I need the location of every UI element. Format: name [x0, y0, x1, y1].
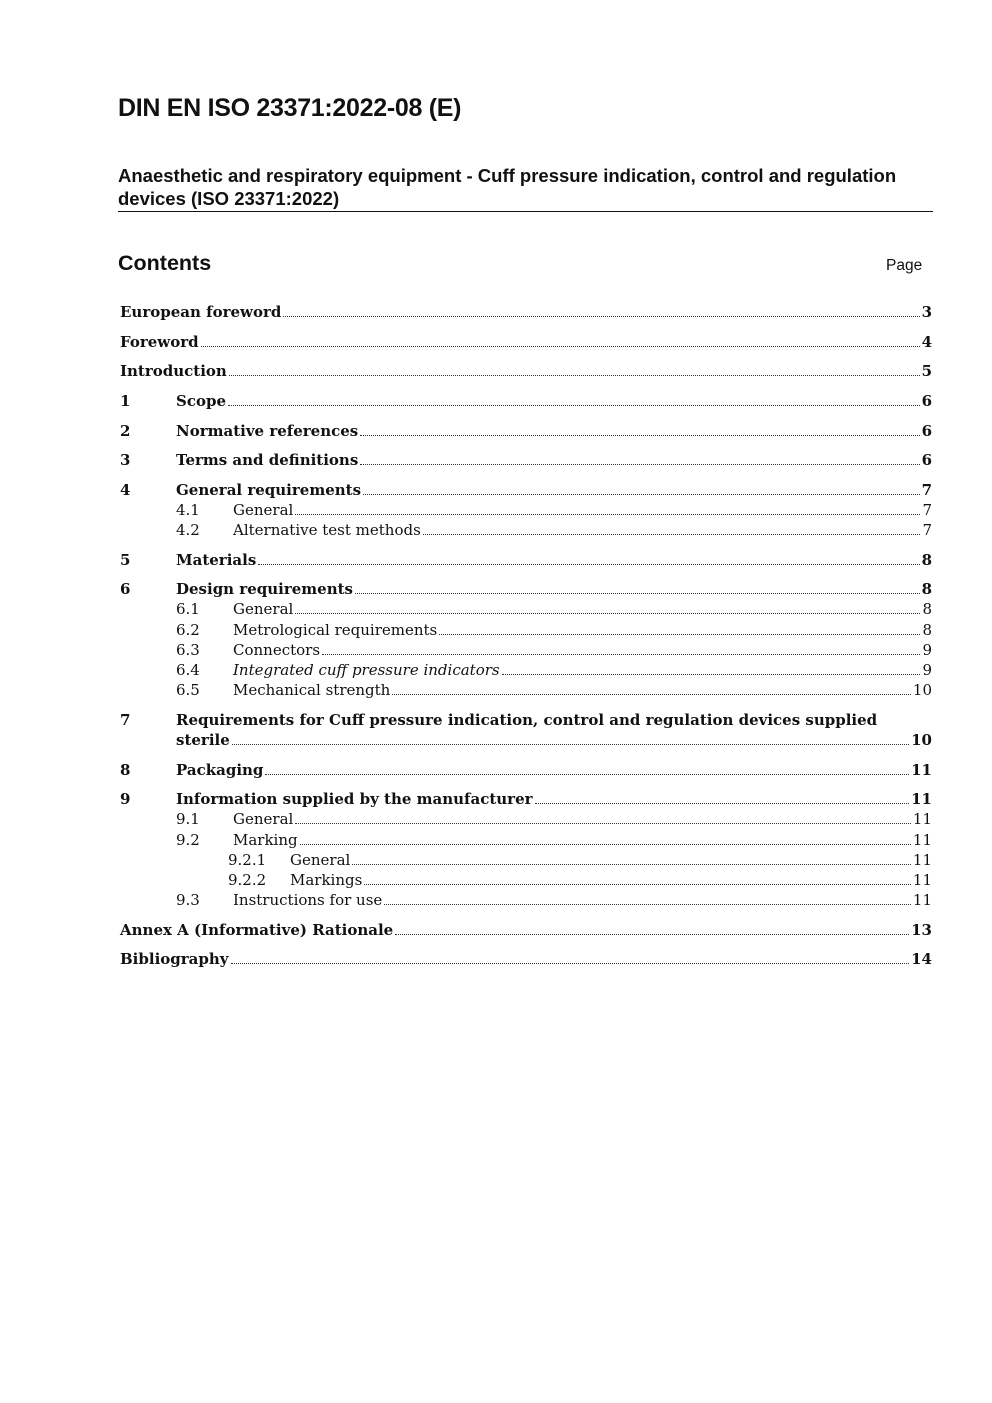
- dot-leader: [439, 634, 920, 635]
- dot-leader: [232, 744, 909, 745]
- dot-leader: [360, 464, 919, 465]
- toc-number: 9.2.1: [228, 851, 267, 869]
- toc-entry-9-2-marking[interactable]: [120, 830, 932, 850]
- toc-entry-4-general-requirements[interactable]: [120, 480, 932, 500]
- dot-leader: [322, 654, 920, 655]
- toc-title: Markings: [290, 871, 363, 889]
- dot-leader: [229, 375, 920, 376]
- toc-page: 11: [912, 810, 932, 828]
- toc-number: 4.2: [176, 521, 200, 539]
- document-id: DIN EN ISO 23371:2022-08 (E): [118, 94, 462, 122]
- toc-number: 6.1: [176, 600, 200, 618]
- toc-title: Alternative test methods: [233, 521, 421, 539]
- toc-number: 9.3: [176, 891, 200, 909]
- toc-page: 10: [911, 731, 932, 749]
- toc-title: Foreword: [120, 333, 199, 351]
- toc-number: 3: [120, 451, 131, 469]
- dot-leader: [352, 864, 911, 865]
- contents-heading: Contents: [118, 251, 212, 275]
- toc-page: 11: [912, 851, 932, 869]
- toc-entry-annex-a[interactable]: [120, 920, 932, 940]
- toc-number: 5: [120, 551, 131, 569]
- dot-leader: [295, 613, 920, 614]
- toc-entry-6-1-general[interactable]: [120, 599, 932, 619]
- toc-entry-6-design-requirements[interactable]: [120, 579, 932, 599]
- dot-leader: [258, 564, 919, 565]
- page-column-label: Page: [886, 257, 923, 274]
- toc-page: 7: [921, 481, 932, 499]
- toc-entry-9-3-instructions-for-use[interactable]: [120, 890, 932, 910]
- toc-entry-8-packaging[interactable]: [120, 760, 932, 780]
- toc-page: 7: [922, 501, 932, 519]
- toc-page: 6: [921, 451, 932, 469]
- toc-title: Annex A (Informative) Rationale: [120, 921, 394, 939]
- toc-number: 6.2: [176, 621, 200, 639]
- toc-title: Bibliography: [120, 950, 229, 968]
- toc-page: 11: [912, 831, 932, 849]
- toc-page: 8: [921, 580, 932, 598]
- toc-title: Introduction: [120, 362, 227, 380]
- toc-page: 8: [922, 600, 932, 618]
- toc-entry-bibliography[interactable]: [120, 949, 932, 969]
- toc-page: 14: [911, 950, 932, 968]
- toc-entry-2-normative-references[interactable]: [120, 421, 932, 441]
- toc-number: 6: [120, 580, 131, 598]
- toc-title: European foreword: [120, 303, 282, 321]
- dot-leader: [231, 963, 910, 964]
- dot-leader: [228, 405, 920, 406]
- dot-leader: [265, 774, 909, 775]
- toc-page: 9: [922, 641, 932, 659]
- dot-leader: [300, 844, 911, 845]
- toc-number: 6.3: [176, 641, 200, 659]
- toc-page: 5: [921, 362, 932, 380]
- toc-page: 8: [921, 551, 932, 569]
- toc-entry-european-foreword[interactable]: [120, 302, 932, 322]
- toc-page: 11: [912, 891, 932, 909]
- toc-entry-9-information-supplied[interactable]: [120, 789, 932, 809]
- toc-title: sterile: [176, 731, 230, 749]
- toc-entry-9-2-2-markings[interactable]: [120, 870, 932, 890]
- document-title: Anaesthetic and respiratory equipment - Cuff pressure indication, control and regulation devices (ISO 23371:2022): [118, 164, 933, 212]
- toc-title: Marking: [233, 831, 298, 849]
- toc-title: Connectors: [233, 641, 321, 659]
- toc-page: 13: [911, 921, 932, 939]
- toc-number: 4.1: [176, 501, 200, 519]
- toc-title: Mechanical strength: [233, 681, 391, 699]
- toc-entry-5-materials[interactable]: [120, 550, 932, 570]
- toc-number: 4: [120, 481, 131, 499]
- toc-entry-6-4-integrated-cuff-pressure-indicators[interactable]: [120, 660, 932, 680]
- toc-page: 7: [922, 521, 932, 539]
- toc-number: 6.5: [176, 681, 200, 699]
- toc-number: 9.1: [176, 810, 200, 828]
- toc-title: Normative references: [176, 422, 359, 440]
- dot-leader: [502, 674, 921, 675]
- toc-entry-1-scope[interactable]: [120, 391, 932, 411]
- dot-leader: [384, 904, 911, 905]
- toc-number: 9.2.2: [228, 871, 267, 889]
- toc-title: Terms and definitions: [176, 451, 359, 469]
- toc-page: 6: [921, 422, 932, 440]
- toc-title: Scope: [176, 392, 227, 410]
- toc-number: 8: [120, 761, 131, 779]
- toc-entry-foreword[interactable]: [120, 332, 932, 352]
- dot-leader: [392, 694, 911, 695]
- toc-page: 6: [921, 392, 932, 410]
- toc-entry-6-3-connectors[interactable]: [120, 640, 932, 660]
- toc-title: Information supplied by the manufacturer: [176, 790, 533, 808]
- toc-page: 4: [921, 333, 932, 351]
- toc-title: Metrological requirements: [233, 621, 438, 639]
- dot-leader: [360, 435, 919, 436]
- toc-entry-introduction[interactable]: [120, 361, 932, 381]
- toc-number: 6.4: [176, 661, 200, 679]
- toc-entry-6-5-mechanical-strength[interactable]: [120, 680, 932, 700]
- toc-title: Materials: [176, 551, 257, 569]
- toc-page: 3: [921, 303, 932, 321]
- toc-number: 1: [120, 392, 131, 410]
- toc-page: 11: [912, 871, 932, 889]
- dot-leader: [535, 803, 910, 804]
- toc-number: 9.2: [176, 831, 200, 849]
- dot-leader: [364, 884, 911, 885]
- toc-page: 11: [911, 790, 932, 808]
- dot-leader: [295, 514, 920, 515]
- toc-title: Integrated cuff pressure indicators: [233, 661, 500, 679]
- toc-entry-6-2-metrological-requirements[interactable]: [120, 620, 932, 640]
- toc-page: 10: [912, 681, 932, 699]
- dot-leader: [423, 534, 921, 535]
- dot-leader: [363, 494, 920, 495]
- toc-title: General requirements: [176, 481, 362, 499]
- dot-leader: [283, 316, 919, 317]
- toc-title: General: [233, 600, 294, 618]
- toc-page: 11: [911, 761, 932, 779]
- toc-entry-9-1-general[interactable]: [120, 809, 932, 829]
- toc-number: 7: [120, 711, 131, 729]
- toc-title: Design requirements: [176, 580, 353, 598]
- toc-entry-4-1-general[interactable]: [120, 500, 932, 520]
- toc-title: General: [233, 501, 294, 519]
- dot-leader: [355, 593, 920, 594]
- toc-entry-9-2-1-general[interactable]: [120, 850, 932, 870]
- toc-entry-4-2-alternative-test-methods[interactable]: [120, 520, 932, 540]
- toc-number: 9: [120, 790, 131, 808]
- dot-leader: [201, 346, 920, 347]
- toc-entry-7-requirements-supplied-sterile[interactable]: [120, 710, 932, 750]
- dot-leader: [295, 823, 911, 824]
- toc-title: General: [233, 810, 294, 828]
- toc-title-line1: Requirements for Cuff pressure indication, control and regulation devices supplied: [176, 711, 878, 729]
- toc-entry-3-terms-and-definitions[interactable]: [120, 450, 932, 470]
- toc-title: General: [290, 851, 351, 869]
- toc-number: 2: [120, 422, 131, 440]
- dot-leader: [395, 934, 909, 935]
- toc-title: Instructions for use: [233, 891, 383, 909]
- toc-page: 9: [922, 661, 932, 679]
- toc-title: Packaging: [176, 761, 264, 779]
- toc-page: 8: [922, 621, 932, 639]
